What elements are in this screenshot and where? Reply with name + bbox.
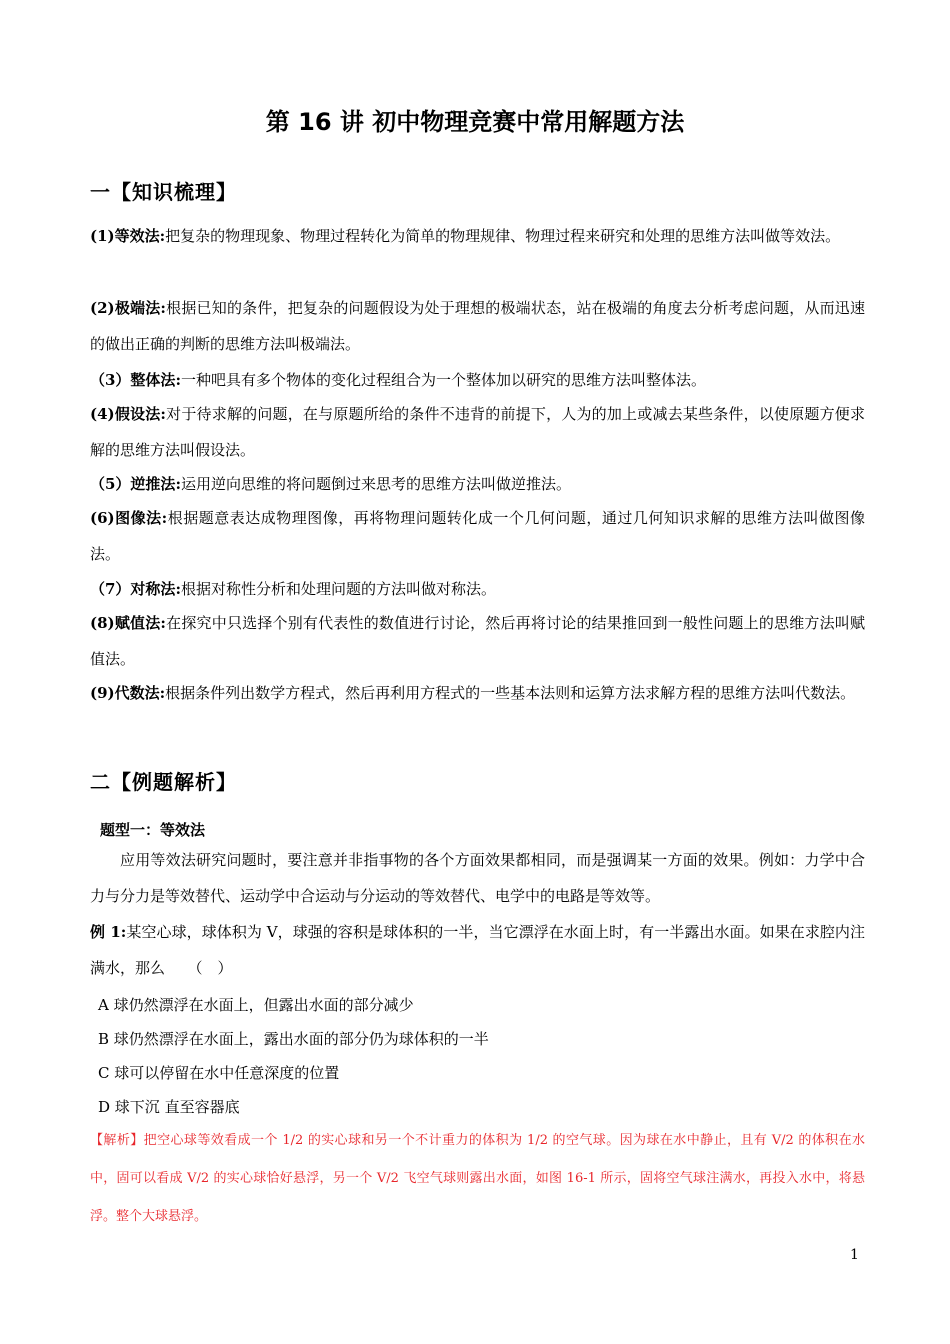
page-title: 第 16 讲 初中物理竞赛中常用解题方法	[265, 108, 685, 136]
intro-paragraph: 应用等效法研究问题时，要注意并非指事物的各个方面效果都相同，而是强调某一方面的效果。例如：力学中合力与分力是等效替代、运动学中合运动与分运动的等效替代、电学中的电路是等效等。	[90, 851, 865, 905]
option-a: A 球仍然漂浮在水面上，但露出水面的部分减少	[98, 996, 414, 1014]
section-heading-knowledge: 一【知识梳理】	[90, 180, 237, 204]
method-label: (8)赋值法:	[90, 614, 166, 632]
method-text: 根据对称性分析和处理问题的方法叫做对称法。	[180, 580, 496, 598]
example-1-question	[90, 914, 865, 986]
method-5	[90, 466, 865, 502]
method-text: 根据已知的条件，把复杂的问题假设为处于理想的极端状态，站在极端的角度去分析考虑问题，从而迅速的做出正确的判断的思维方法叫极端法。	[90, 299, 866, 353]
method-2	[90, 290, 865, 362]
method-label: （5）逆推法:	[90, 475, 181, 493]
option-b: B 球仍然漂浮在水面上，露出水面的部分仍为球体积的一半	[98, 1030, 489, 1048]
method-text: 根据题意表达成物理图像，再将物理问题转化成一个几何问题，通过几何知识求解的思维方法叫做图像法。	[90, 509, 865, 563]
example-label: 例 1:	[90, 923, 127, 941]
method-label: (4)假设法:	[90, 405, 166, 423]
method-label: （7）对称法:	[90, 580, 181, 598]
option-d: D 球下沉 直至容器底	[98, 1098, 240, 1116]
method-7	[90, 571, 865, 607]
method-6	[90, 500, 865, 572]
question-type-heading: 题型一：等效法	[100, 821, 206, 839]
example-text: 某空心球，球体积为 V，球强的容积是球体积的一半，当它漂浮在水面上时，有一半露出水面。如果在求腔内注满水，那么 （ ）	[90, 923, 865, 977]
method-label: (1)等效法:	[90, 227, 166, 245]
section-heading-examples: 二【例题解析】	[90, 770, 237, 794]
method-4	[90, 396, 865, 468]
option-c: C 球可以停留在水中任意深度的位置	[98, 1064, 340, 1082]
method-label: (2)极端法:	[90, 299, 166, 317]
method-3	[90, 362, 865, 398]
method-text: 对于待求解的问题，在与原题所给的条件不违背的前提下，人为的加上或减去某些条件，以使原题方便求解的思维方法叫假设法。	[90, 405, 866, 459]
analysis-text: 【解析】把空心球等效看成一个 1/2 的实心球和另一个不计重力的体积为 1/2 的空气球。因为球在水中静止，且有 V/2 的体积在水中，固可以看成 V/2 的实心球恰好悬浮，另一个 V/2 飞空气球则露出水面，如图 16-1 所示，固将空气球注满水，再投入水中，将悬浮。整个大球悬浮。	[90, 1133, 865, 1224]
method-1	[90, 218, 865, 254]
method-label: (6)图像法:	[90, 509, 168, 527]
method-8	[90, 605, 865, 677]
method-text: 在探究中只选择个别有代表性的数值进行讨论，然后再将讨论的结果推回到一般性问题上的思维方法叫赋值法。	[90, 614, 866, 668]
method-9	[90, 675, 865, 711]
page-number: 1	[850, 1247, 859, 1263]
method-text: 运用逆向思维的将问题倒过来思考的思维方法叫做逆推法。	[180, 475, 571, 493]
method-label: （3）整体法:	[90, 371, 181, 389]
method-text: 把复杂的物理现象、物理过程转化为简单的物理规律、物理过程来研究和处理的思维方法叫做等效法。	[165, 227, 841, 245]
method-text: 根据条件列出数学方程式，然后再利用方程式的一些基本法则和运算方法求解方程的思维方法叫代数法。	[165, 684, 856, 702]
method-text: 一种吧具有多个物体的变化过程组合为一个整体加以研究的思维方法叫整体法。	[180, 371, 706, 389]
method-label: (9)代数法:	[90, 684, 166, 702]
